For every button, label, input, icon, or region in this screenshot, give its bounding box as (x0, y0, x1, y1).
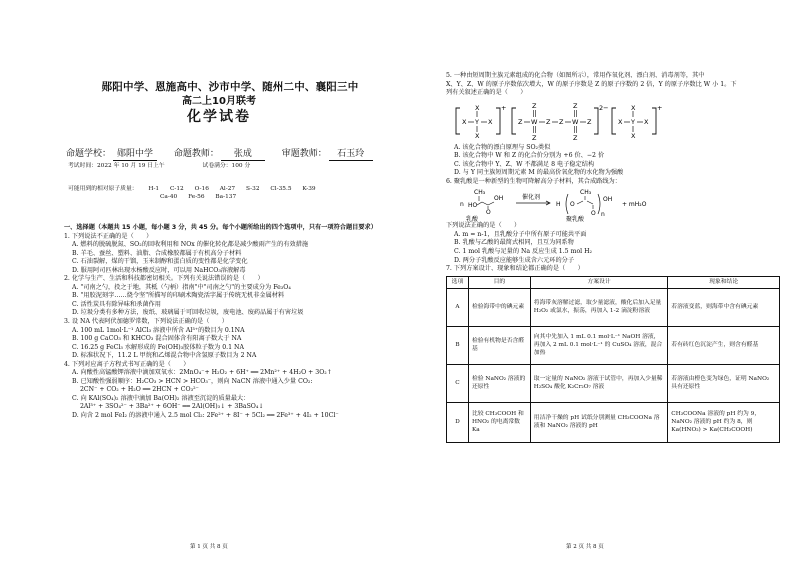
table-row (447, 327, 780, 365)
svg-text:+ mH₂O: + mH₂O (622, 201, 647, 209)
option-d: D. 标准状况下，11.2 L 甲烷和乙烯混合物中含氢原子数目为 2 NA (72, 352, 257, 360)
svg-text:X: X (618, 117, 623, 126)
option-b: B. 已知酸性强弱顺序：H₂CO₃ > HCN > HCO₃⁻，则向 NaCN 溶液中通入少量 CO₂: (72, 377, 313, 385)
exam-title: 高二上10月联考 (182, 96, 256, 107)
left-page (60, 0, 378, 561)
question-stem: 3. 设 NA 代表阿伏加德罗常数，下列说法正确的是（ ） (64, 318, 228, 326)
svg-text:CH₃: CH₃ (474, 189, 486, 197)
question-7 (446, 265, 784, 443)
atom-item: H-1 (148, 186, 160, 192)
svg-text:+: + (501, 103, 507, 112)
option-c: C. 向 KAl(SO₄)₂ 溶液中滴加 Ba(OH)₂ 溶液至沉淀的质量最大： (72, 394, 250, 402)
row-option: D (447, 403, 469, 443)
svg-text:Z: Z (518, 117, 523, 126)
structure-formula (446, 98, 784, 144)
svg-text:+: + (657, 103, 663, 112)
school-label: 命题学校： (66, 149, 112, 159)
school-value: 郧阳中学 (113, 148, 157, 161)
row-goal: 比较 CH₃COOH 和 HNO₂ 的电离常数 Ka (468, 403, 530, 443)
svg-text:X: X (631, 103, 636, 112)
svg-text:W: W (572, 117, 579, 126)
option-d: D. 两分子乳酸反应能够生成含六元环的分子 (454, 256, 575, 264)
question-stem-cont: 列有关叙述正确的是（ ） (446, 89, 527, 97)
row-design: 向其中先加入 1 mL 0.1 mol·L⁻¹ NaOH 溶液，再加入 2 mL 0.1 mol·L⁻¹ 的 CuSO₄ 溶液，混合加热 (530, 327, 667, 365)
option-b-equation: 2CN⁻ + CO₂ + H₂O ══ 2HCN + CO₃²⁻ (80, 386, 199, 394)
row-option: C (447, 365, 469, 403)
question-6 (446, 178, 784, 265)
exam-meta (68, 163, 286, 171)
atom-item: K-39 (302, 186, 316, 192)
atom-item: Ca-40 (160, 193, 178, 200)
svg-text:X: X (475, 131, 480, 140)
atom-item: Ba-137 (215, 193, 237, 200)
table-header-row (447, 276, 780, 289)
question-stem: 5. 一种由短周期主族元素组成的化合物（如图所示），常用作氧化剂、漂白剂、消毒剂等，其中 (446, 72, 705, 79)
atom-item: S-32 (245, 186, 260, 192)
svg-text:Z: Z (559, 117, 564, 126)
option-a: A. "司南之勺，投之于地，其柢（勺柄）指南"中"司南之勺"的主要成分为 Fe₃O₄ (72, 283, 291, 291)
svg-text:H: H (556, 201, 561, 209)
question-1 (64, 233, 380, 276)
question-stem: 6. 聚乳酸是一种新型的生物可降解高分子材料，其合成路线为： (446, 177, 621, 185)
svg-text:Z: Z (532, 101, 537, 110)
experiment-table (446, 276, 780, 444)
svg-text:OH: OH (603, 196, 613, 204)
teacher-label: 命题教师： (173, 149, 219, 159)
option-a: A. m = n-1，且乳酸分子中所有原子可能共平面 (454, 230, 587, 238)
left-questions (64, 224, 380, 421)
question-3 (64, 318, 380, 361)
row-result: CH₃COONa 溶液的 pH 约为 9，NaNO₂ 溶液的 pH 约为 8，则 Ka(HNO₂) > Ka(CH₃COOH) (668, 403, 780, 443)
question-stem: 2. 化学与生产、生活和科技都密切相关。下列有关说法错误的是（ ） (64, 275, 264, 283)
question-5 (446, 72, 784, 443)
question-stem: 4. 下列对应离子方程式书写正确的是（ ） (64, 360, 190, 368)
svg-text:HO: HO (468, 202, 478, 210)
header-design: 方案设计 (530, 276, 667, 289)
option-d: D. 向含 2 mol FeI₂ 的溶液中通入 2.5 mol Cl₂: 2Fe²⁺ + 8I⁻ + 5Cl₂ ══ 2Fe³⁺ + 4I₂ + 10Cl⁻ (72, 412, 339, 420)
option-c: C. 16.25 g FeCl₃ 水解形成的 Fe(OH)₃胶体粒子数为 0.1 NA (72, 343, 244, 351)
header-option: 选项 (447, 276, 469, 289)
row-design: 取一定量的 NaNO₂ 溶液于试管中，再加入少量稀 H₂SO₄ 酸化 K₂Cr₂O₇ 溶液 (530, 365, 667, 403)
option-d: D. 服用阿司匹林出现水杨酸反应时，可以用 NaHCO₃溶液解毒 (72, 266, 246, 274)
option-a: A. 100 mL 1mol·L⁻¹ AlCl₃ 溶液中所含 Al³⁺的数目为 0.1NA (72, 326, 245, 334)
option-d: D. 垃圾分类有多种方法，废纸、玻璃属于可回收垃圾，废电池、废药品属于有害垃圾 (72, 309, 304, 317)
schools-title: 郧阳中学、恩施高中、沙市中学、随州二中、襄阳三中 (101, 81, 359, 93)
atom-item: Fe-56 (188, 193, 205, 200)
reviewer-label: 审题教师： (281, 149, 327, 159)
option-c-equation: 2Al³⁺ + 3SO₄²⁻ + 3Ba²⁺ + 6OH⁻ ══ 2Al(OH)₃↓ + 3BaSO₄↓ (80, 403, 264, 411)
option-b: B. 乳酸与乙酸的最简式相同，且互为同系物 (454, 239, 574, 247)
option-b: B. "用胶泥刻字……烧令坚"所描写的印刷术陶瓷活字属于传统无机非金属材料 (72, 292, 285, 300)
section-heading: 一、选择题（本题共 15 小题，每小题 3 分，共 45 分。每个小题所给出的四个选项中，只有一项符合题目要求） (64, 224, 377, 231)
svg-text:O: O (570, 201, 575, 209)
row-goal: 检验海带中的碘元素 (468, 289, 530, 327)
option-b: B. 该化合物中 W 和 Z 的化合价分别为 +6 价、−2 价 (454, 152, 605, 160)
svg-text:CH₃: CH₃ (580, 189, 592, 197)
row-result: 若溶液由橙色变为绿色，证明 NaNO₂ 具有还原性 (668, 365, 780, 403)
reviewer-value: 石玉玲 (329, 148, 373, 161)
atomic-masses-label: 可能用到的相对原子质量： (68, 186, 138, 192)
page-footer-left: 第 1 页 共 8 页 (190, 544, 228, 550)
svg-text:X: X (475, 103, 480, 112)
svg-text:Z: Z (573, 133, 578, 142)
option-c: C. 石油裂解，煤的干馏，玉米制醇和蛋白质的变性都是化学变化 (72, 258, 248, 266)
svg-text:OH: OH (494, 195, 504, 203)
row-option: B (447, 327, 469, 365)
header-goal: 目的 (468, 276, 530, 289)
polylactic-reaction (446, 186, 784, 222)
row-result: 若有砖红色沉淀产生，则含有醛基 (668, 327, 780, 365)
svg-text:Z: Z (573, 101, 578, 110)
row-design: 用洁净干燥的 pH 试纸分别测量 CH₃COONa 溶液和 NaNO₂ 溶液的 pH (530, 403, 667, 443)
table-row (447, 365, 780, 403)
header-result: 现象和结论 (668, 276, 780, 289)
atom-item: C-12 (169, 186, 184, 192)
option-b: B. 100 g CaCO₃ 和 KHCO₃ 混合固体含有阳离子数大于 NA (72, 335, 242, 343)
svg-text:Z: Z (546, 117, 551, 126)
staff-row (66, 148, 378, 161)
question-2 (64, 275, 380, 318)
svg-text:O: O (486, 209, 491, 217)
option-c: C. 该化合物中 Y、Z、W 不都满足 8 电子稳定结构 (454, 160, 595, 168)
svg-text:Y: Y (631, 117, 635, 126)
row-design: 将海带灰溶解过滤，取少量滤液，酸化后加入足量 H₂O₂ 或氯水，振荡，再加入 1-2 滴淀粉溶液 (530, 289, 667, 327)
svg-text:Y: Y (475, 117, 479, 126)
table-row (447, 403, 780, 443)
svg-text:X: X (644, 117, 649, 126)
question-stem-cont: X、Y、Z、W 的原子序数依次增大，W 的原子序数是 Z 的原子序数的 2 倍，Y 的原子序数比 W 小 1。下 (446, 80, 737, 88)
option-c: C. 活性炭具有除异味和杀菌作用 (72, 300, 161, 308)
row-option: A (447, 289, 469, 327)
option-a: A. 燃料的脱硫脱氮、SO₂的回收利用和 NOx 的催化转化都是减少酸雨产生的有效措施 (72, 241, 309, 249)
question-4 (64, 361, 380, 421)
atomic-masses (68, 186, 378, 202)
reactant-label: 乳酸 (466, 216, 479, 223)
row-goal: 检验有机物是否含醛基 (468, 327, 530, 365)
question-stem: 7. 下列方案设计、现象和结论都正确的是（ ） (446, 265, 584, 273)
svg-text:Z: Z (587, 117, 592, 126)
page-footer-right: 第 2 页 共 8 页 (566, 544, 604, 550)
row-result: 若溶液变蓝，则海带中含有碘元素 (668, 289, 780, 327)
svg-text:n: n (460, 201, 464, 209)
ionic-compound-structure (446, 98, 784, 144)
reaction-scheme (446, 186, 784, 222)
svg-text:X: X (488, 117, 493, 126)
svg-text:Z: Z (532, 133, 537, 142)
subject-title: 化学试卷 (187, 109, 251, 125)
table-row (447, 289, 780, 327)
svg-text:O: O (591, 210, 596, 218)
right-page (446, 0, 784, 561)
svg-text:W: W (531, 117, 538, 126)
option-a: A. 该化合物的漂白原理与 SO₂类似 (454, 143, 551, 151)
row-goal: 检验 NaNO₂ 溶液的还原性 (468, 365, 530, 403)
teacher-value: 张成 (221, 148, 265, 161)
option-d: D. 与 Y 同主族短周期元素 M 的最高价氧化物的水化物为强酸 (454, 169, 624, 177)
atom-item: O-16 (194, 186, 209, 192)
exam-score: 试卷满分：100 分 (202, 163, 251, 169)
option-b: B. 羊毛、蚕丝、塑料、油脂、合成橡胶都属于有机高分子材料 (72, 249, 242, 257)
atom-item: Cl-35.5 (270, 186, 292, 192)
question-stem: 1. 下列说法不正确的是（ ） (64, 232, 153, 240)
exam-time: 考试时间：2022 年 10 月 19 日上午 (68, 163, 165, 169)
svg-text:X: X (631, 131, 636, 140)
question-prompt: 下列说法正确的是（ ） (446, 222, 521, 230)
option-c: C. 1 mol 乳酸与足量的 Na 反应生成 1.5 mol H₂ (454, 248, 592, 256)
svg-text:2−: 2− (599, 103, 609, 112)
svg-text:X: X (462, 117, 467, 126)
option-a: A. 向酸性高锰酸钾溶液中滴加双氧水：2MnO₄⁻+ H₂O₂ + 6H⁺ ══ 2Mn²⁺ + 4H₂O + 3O₂↑ (72, 369, 332, 377)
catalyst-label: 催化剂 (522, 194, 541, 202)
product-label: 聚乳酸 (566, 216, 585, 223)
svg-text:n: n (601, 211, 605, 219)
atom-item: Al-27 (219, 186, 236, 192)
